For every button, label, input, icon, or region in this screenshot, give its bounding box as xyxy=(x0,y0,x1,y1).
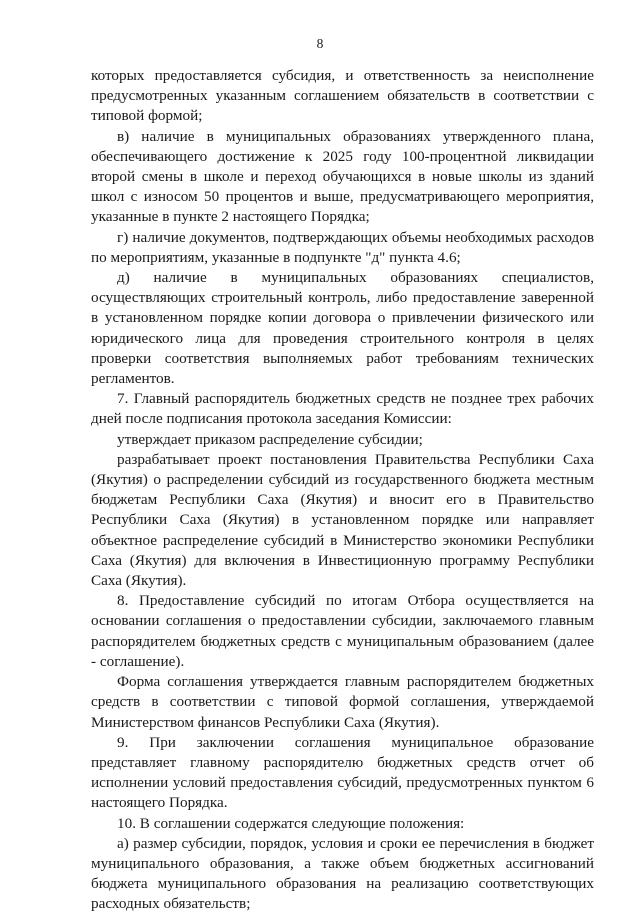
paragraph-continuation: которых предоставляется субсидия, и ответственность за неисполнение предусмотренных указанным соглашением обязательств в соответствии с типовой формой; xyxy=(91,67,594,125)
document-body xyxy=(91,66,594,915)
paragraph-clause-7-approve: утверждает приказом распределение субсидии; xyxy=(117,430,423,448)
paragraph-clause-7: 7. Главный распорядитель бюджетных средств не позднее трех рабочих дней после подписания протокола заседания Комиссии: xyxy=(91,390,594,428)
paragraph-item-v: в) наличие в муниципальных образованиях утвержденного плана, обеспечивающего достижение к 2025 году 100-процентной ликвидации второй смены в школе и переход обучающихся в новые школы из зданий школ с износом 50 процентов и выше, предусматривающего мероприятия, указанные в пункте 2 настоящего Порядка; xyxy=(91,127,594,226)
paragraph-clause-9: 9. При заключении соглашения муниципальное образование представляет главному распорядителю бюджетных средств отчет об исполнении условий предоставления субсидий, предусмотренных пунктом 6 настоящего Порядка. xyxy=(91,733,594,812)
paragraph-clause-7-develop: разрабатывает проект постановления Правительства Республики Саха (Якутия) о распределении субсидий из государственного бюджета местным бюджетам Республики Саха (Якутия) и вносит его в Правительство Республики Саха (Якутия) в установленном порядке или направляет объектное распределение субсидий в Министерство экономики Республики Саха (Якутия) для включения в Инвестиционную программу Республики Саха (Якутия). xyxy=(91,450,594,590)
paragraph-clause-8: 8. Предоставление субсидий по итогам Отбора осуществляется на основании соглашения о предоставлении субсидии, заключаемого главным распорядителем бюджетных средств с муниципальным образованием (далее - соглашение). xyxy=(91,592,594,670)
page-number: 8 xyxy=(316,36,324,51)
paragraph-clause-10: 10. В соглашении содержатся следующие положения: xyxy=(117,814,465,832)
paragraph-item-a: а) размер субсидии, порядок, условия и сроки ее перечисления в бюджет муниципального образования, а также объем бюджетных ассигнований бюджета муниципального образования на реализацию соответствующих расходных обязательств; xyxy=(91,834,594,913)
paragraph-item-g: г) наличие документов, подтверждающих объемы необходимых расходов по мероприятиям, указанные в подпункте "д" пункта 4.6; xyxy=(91,228,594,266)
paragraph-agreement-form: Форма соглашения утверждается главным распорядителем бюджетных средств в соответствии с типовой формой соглашения, утверждаемой Министерством финансов Республики Саха (Якутия). xyxy=(91,673,594,731)
paragraph-item-d: д) наличие в муниципальных образованиях специалистов, осуществляющих строительный контроль, либо предоставление заверенной в установленном порядке копии договора о привлечении физического или юридического лица для проведения строительного контроля в целях проверки соответствия выполняемых работ требованиям технических регламентов. xyxy=(91,269,594,388)
